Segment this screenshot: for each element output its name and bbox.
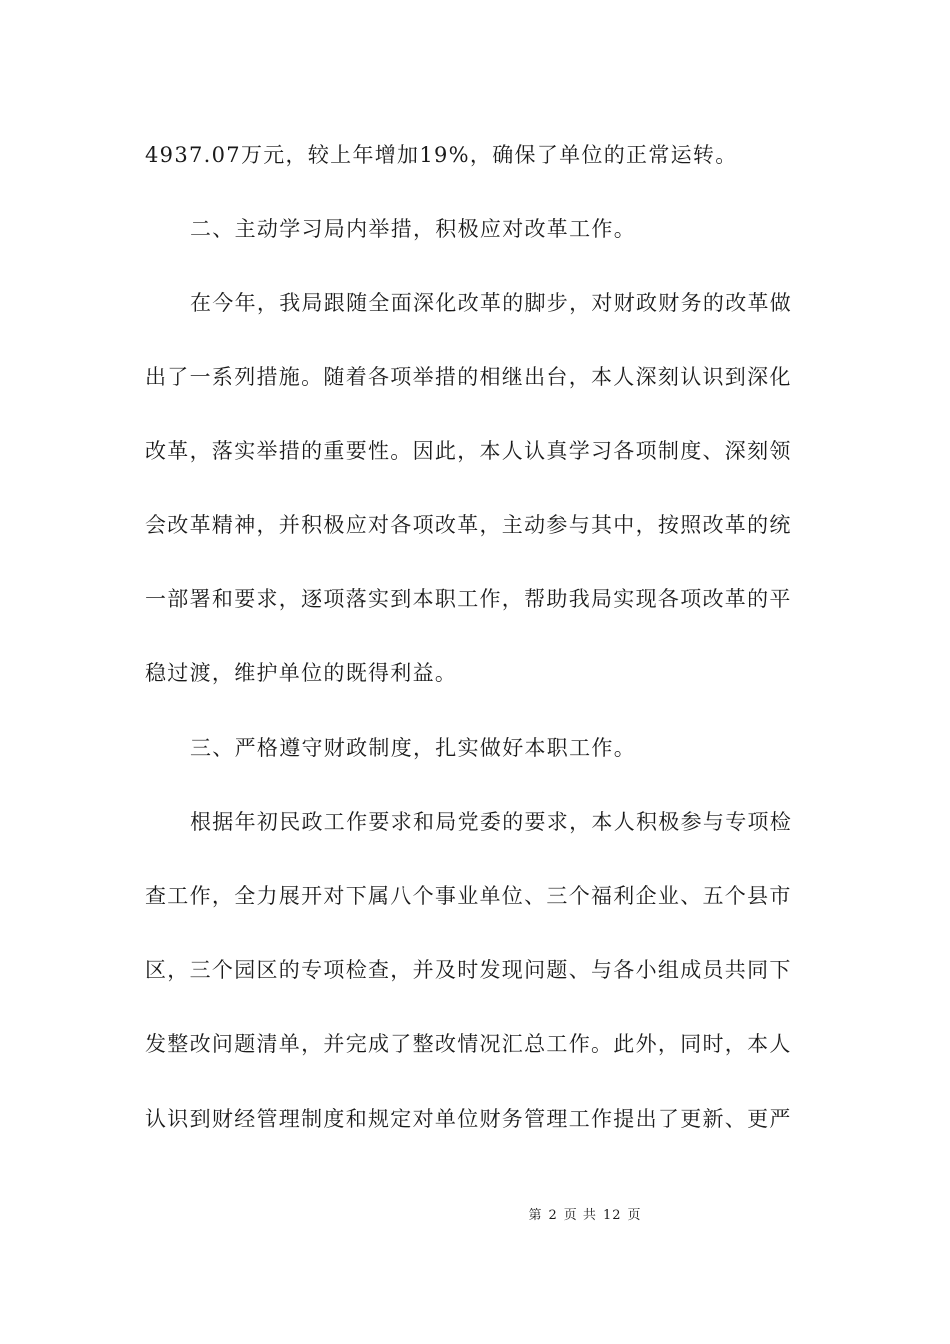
footer-suffix: 页 — [627, 1208, 642, 1223]
text-line: 稳过渡，维护单位的既得利益。 — [145, 661, 458, 685]
text-line: 会改革精神，并积极应对各项改革，主动参与其中，按照改革的统 — [145, 513, 792, 537]
footer-prefix: 第 — [528, 1208, 543, 1223]
text-line: 区，三个园区的专项检查，并及时发现问题、与各小组成员共同下 — [145, 958, 792, 982]
text-line: 根据年初民政工作要求和局党委的要求，本人积极参与专项检 — [190, 810, 793, 834]
section-heading: 二、主动学习局内举措，积极应对改革工作。 — [190, 217, 636, 241]
text-line: 改革，落实举措的重要性。因此，本人认真学习各项制度、深刻领 — [145, 439, 792, 463]
text-line: 发整改问题清单，并完成了整改情况汇总工作。此外，同时，本人 — [145, 1032, 792, 1056]
text-line: 认识到财经管理制度和规定对单位财务管理工作提出了更新、更严 — [145, 1107, 792, 1131]
text-line: 在今年，我局跟随全面深化改革的脚步，对财政财务的改革做 — [190, 291, 793, 315]
text-line: 4937.07万元，较上年增加19%，确保了单位的正常运转。 — [145, 143, 738, 167]
text-line: 出了一系列措施。随着各项举措的相继出台，本人深刻认识到深化 — [145, 365, 792, 389]
text-line: 查工作，全力展开对下属八个事业单位、三个福利企业、五个县市 — [145, 884, 792, 908]
footer-middle: 页 共 — [563, 1208, 597, 1223]
page-footer — [0, 1206, 950, 1226]
text-line: 一部署和要求，逐项落实到本职工作，帮助我局实现各项改革的平 — [145, 587, 792, 611]
section-heading: 三、严格遵守财政制度，扎实做好本职工作。 — [190, 736, 636, 760]
footer-page-number: 2 — [548, 1208, 558, 1223]
footer-total-pages: 12 — [602, 1208, 622, 1223]
